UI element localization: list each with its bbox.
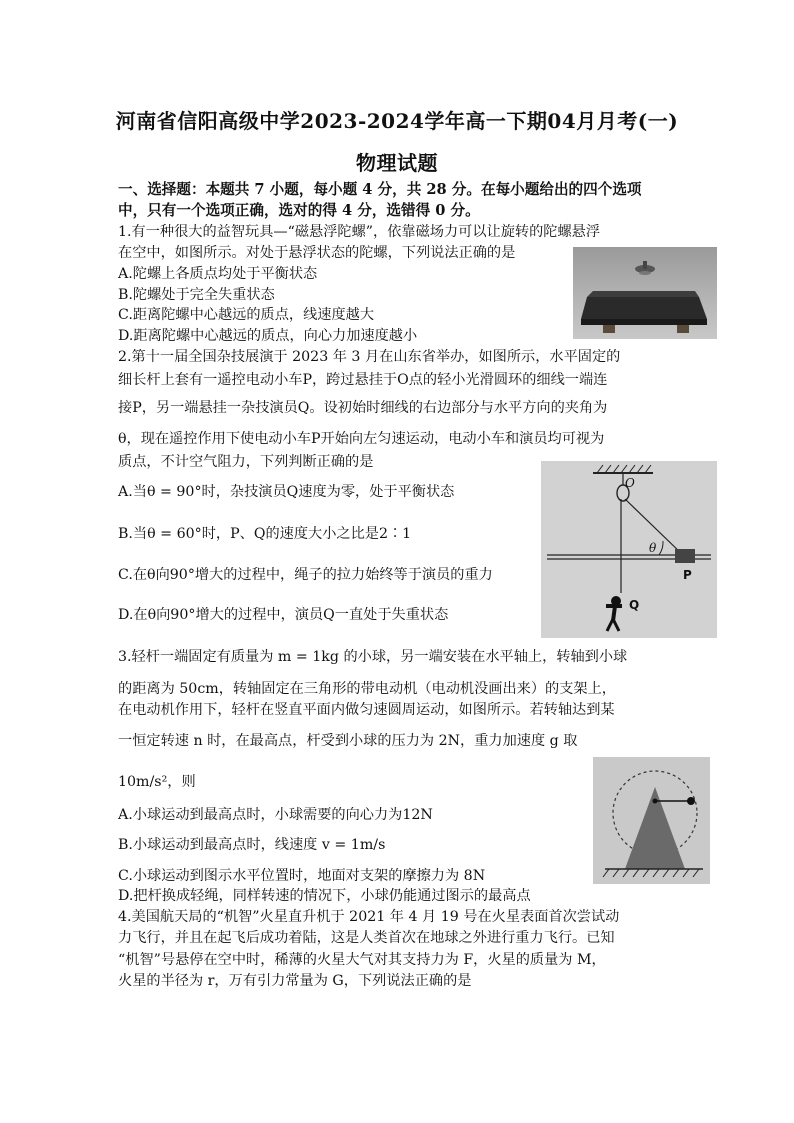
q3-stem-line3: 在电动机作用下，轻杆在竖直平面内做匀速圆周运动，如图所示。若转轴达到某 [118, 702, 615, 718]
q4-stem-line3: “机智”号悬停在空中时，稀薄的火星大气对其支持力为 F，火星的质量为 M， [118, 952, 606, 968]
q1-option-c: C.距离陀螺中心越远的质点，线速度越大 [118, 307, 375, 323]
q4-stem-line4: 火星的半径为 r，万有引力常量为 G，下列说法正确的是 [118, 973, 472, 989]
q2-label-theta: θ [649, 541, 657, 555]
q3-stem-line2: 的距离为 50cm，转轴固定在三角形的带电动机（电动机没画出来）的支架上， [118, 681, 616, 697]
q3-option-c: C.小球运动到图示水平位置时，地面对支架的摩擦力为 8N [118, 868, 486, 884]
q2-option-d: D.在θ向90°增大的过程中，演员Q一直处于失重状态 [118, 607, 449, 623]
q4-stem-line2: 力飞行，并且在起飞后成功着陆，这是人类首次在地球之外进行重力飞行。已知 [118, 930, 615, 946]
q2-label-q: Q [629, 598, 640, 612]
q3-stem-line4: 一恒定转速 n 时，在最高点，杆受到小球的压力为 2N，重力加速度 g 取 [118, 733, 578, 749]
q1-option-a: A.陀螺上各质点均处于平衡状态 [118, 266, 318, 282]
q1-option-b: B.陀螺处于完全失重状态 [118, 287, 275, 303]
q3-option-b: B.小球运动到最高点时，线速度 v = 1m/s [118, 837, 386, 853]
q2-stem-line1: 2.第十一届全国杂技展演于 2023 年 3 月在山东省举办，如图所示，水平固定的 [118, 349, 621, 365]
q2-stem-line5: 质点，不计空气阻力，下列判断正确的是 [118, 454, 374, 470]
section-heading-line2: 中，只有一个选项正确，选对的得 4 分，选错得 0 分。 [118, 202, 480, 219]
q2-label-o: O [625, 476, 635, 490]
q2-label-p: P [683, 568, 692, 582]
q2-figure-rope-pulley [541, 461, 717, 638]
q4-stem-line1: 4.美国航天局的“机智”火星直升机于 2021 年 4 月 19 号在火星表面首次尝试动 [118, 909, 620, 925]
q1-figure-maglev-top [573, 247, 717, 339]
q1-stem-line2: 在空中，如图所示。对处于悬浮状态的陀螺，下列说法正确的是 [118, 245, 516, 261]
q2-stem-line3: 接P，另一端悬挂一杂技演员Q。设初始时细线的右边部分与水平方向的夹角为 [118, 400, 608, 416]
q3-stem-line5: 10m/s²，则 [118, 774, 196, 790]
q1-option-d: D.距离陀螺中心越远的质点，向心力加速度越小 [118, 328, 418, 344]
q2-option-b: B.当θ = 60°时，P、Q的速度大小之比是2∶1 [118, 526, 412, 542]
q1-stem-line1: 1.有一种很大的益智玩具—“磁悬浮陀螺”，依靠磁场力可以让旋转的陀螺悬浮 [118, 224, 601, 240]
q2-stem-line4: θ，现在遥控作用下使电动小车P开始向左匀速运动，电动小车和演员均可视为 [118, 431, 605, 447]
q3-option-a: A.小球运动到最高点时，小球需要的向心力为12N [118, 807, 433, 823]
q2-option-c: C.在θ向90°增大的过程中，绳子的拉力始终等于演员的重力 [118, 567, 493, 583]
q3-stem-line1: 3.轻杆一端固定有质量为 m = 1kg 的小球，另一端安装在水平轴上，转轴到小球 [118, 649, 628, 665]
q3-option-d: D.把杆换成轻绳，同样转速的情况下，小球仍能通过图示的最高点 [118, 888, 531, 904]
section-heading-line1: 一、选择题：本题共 7 小题，每小题 4 分，共 28 分。在每小题给出的四个选项 [118, 181, 642, 198]
q2-option-a: A.当θ = 90°时，杂技演员Q速度为零，处于平衡状态 [118, 484, 455, 500]
paper-subtitle: 物理试题 [356, 151, 438, 175]
paper-title: 河南省信阳高级中学2023-2024学年高一下期04月月考(一) [115, 109, 679, 133]
q3-figure-rod-circle [593, 757, 710, 884]
q2-stem-line2: 细长杆上套有一遥控电动小车P，跨过悬挂于O点的轻小光滑圆环的细线一端连 [118, 372, 608, 388]
